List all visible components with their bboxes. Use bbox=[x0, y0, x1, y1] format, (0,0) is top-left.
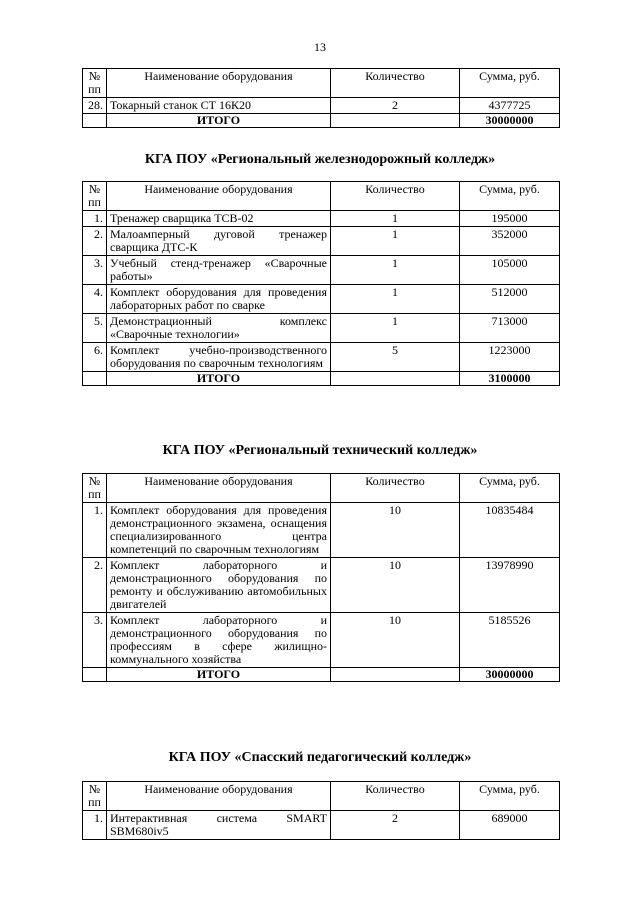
total-sum: 30000000 bbox=[460, 114, 560, 128]
header-qty: Количество bbox=[331, 782, 460, 811]
row-qty: 2 bbox=[331, 811, 460, 840]
table-header-row bbox=[83, 474, 560, 503]
header-num: № пп bbox=[83, 69, 107, 98]
row-qty: 1 bbox=[331, 285, 460, 314]
row-sum: 4377725 bbox=[460, 98, 560, 114]
row-qty: 10 bbox=[331, 503, 460, 558]
header-num: № пп bbox=[83, 474, 107, 503]
row-name: Интерактивная система SMART SBM680iv5 bbox=[107, 811, 331, 840]
row-name: Демонстрационный комплекс «Сварочные технологии» bbox=[107, 314, 331, 343]
total-label: ИТОГО bbox=[107, 114, 331, 128]
row-qty: 1 bbox=[331, 227, 460, 256]
row-num: 6. bbox=[83, 343, 107, 372]
table-row bbox=[83, 98, 560, 114]
table-row bbox=[83, 285, 560, 314]
row-num: 28. bbox=[83, 98, 107, 114]
header-sum: Сумма, руб. bbox=[460, 69, 560, 98]
row-qty: 1 bbox=[331, 256, 460, 285]
table-header-row bbox=[83, 182, 560, 211]
row-num: 4. bbox=[83, 285, 107, 314]
row-qty: 2 bbox=[331, 98, 460, 114]
equipment-table-technical-college bbox=[82, 473, 560, 682]
row-sum: 5185526 bbox=[460, 613, 560, 668]
total-row bbox=[83, 114, 560, 128]
table-row bbox=[83, 613, 560, 668]
header-qty: Количество bbox=[331, 474, 460, 503]
header-qty: Количество bbox=[331, 69, 460, 98]
row-sum: 105000 bbox=[460, 256, 560, 285]
table-row bbox=[83, 256, 560, 285]
table-row bbox=[83, 227, 560, 256]
table-row bbox=[83, 343, 560, 372]
row-num: 3. bbox=[83, 256, 107, 285]
equipment-table-pedagogical-college bbox=[82, 781, 560, 840]
header-num: № пп bbox=[83, 182, 107, 211]
row-sum: 512000 bbox=[460, 285, 560, 314]
table-header-row bbox=[83, 782, 560, 811]
total-label: ИТОГО bbox=[107, 668, 331, 682]
row-num: 2. bbox=[83, 558, 107, 613]
page-number: 13 bbox=[314, 40, 326, 54]
header-name: Наименование оборудования bbox=[107, 474, 331, 503]
header-sum: Сумма, руб. bbox=[460, 182, 560, 211]
section-title-railway-college: КГА ПОУ «Региональный железнодорожный колледж» bbox=[144, 152, 496, 167]
total-sum: 30000000 bbox=[460, 668, 560, 682]
row-sum: 689000 bbox=[460, 811, 560, 840]
row-num: 1. bbox=[83, 211, 107, 227]
row-num: 1. bbox=[83, 503, 107, 558]
row-num: 5. bbox=[83, 314, 107, 343]
row-qty: 5 bbox=[331, 343, 460, 372]
header-num: № пп bbox=[83, 782, 107, 811]
row-name: Тренажер сварщика ТСВ-02 bbox=[107, 211, 331, 227]
row-name: Комплект оборудования для проведения лабораторных работ по сварке bbox=[107, 285, 331, 314]
row-qty: 1 bbox=[331, 211, 460, 227]
table-row bbox=[83, 211, 560, 227]
section-title-pedagogical-college: КГА ПОУ «Спасский педагогический колледж» bbox=[168, 750, 472, 765]
row-num: 2. bbox=[83, 227, 107, 256]
header-sum: Сумма, руб. bbox=[460, 474, 560, 503]
row-name: Комплект лабораторного и демонстрационного оборудования по профессиям в сфере жилищно-коммунального хозяйства bbox=[107, 613, 331, 668]
table-row bbox=[83, 503, 560, 558]
header-name: Наименование оборудования bbox=[107, 182, 331, 211]
row-sum: 713000 bbox=[460, 314, 560, 343]
row-sum: 13978990 bbox=[460, 558, 560, 613]
row-name: Комплект лабораторного и демонстрационного оборудования по ремонту и обслуживанию автомобильных двигателей bbox=[107, 558, 331, 613]
row-name: Токарный станок СТ 16К20 bbox=[107, 98, 331, 114]
row-sum: 352000 bbox=[460, 227, 560, 256]
section-title-technical-college: КГА ПОУ «Региональный технический колледж» bbox=[162, 443, 478, 458]
header-name: Наименование оборудования bbox=[107, 69, 331, 98]
total-row bbox=[83, 668, 560, 682]
row-num: 1. bbox=[83, 811, 107, 840]
row-sum: 1223000 bbox=[460, 343, 560, 372]
equipment-table-continuation bbox=[82, 68, 560, 128]
table-header-row bbox=[83, 69, 560, 98]
row-qty: 1 bbox=[331, 314, 460, 343]
row-qty: 10 bbox=[331, 613, 460, 668]
total-sum: 3100000 bbox=[460, 372, 560, 386]
table-row bbox=[83, 811, 560, 840]
header-sum: Сумма, руб. bbox=[460, 782, 560, 811]
row-sum: 10835484 bbox=[460, 503, 560, 558]
table-row bbox=[83, 314, 560, 343]
row-name: Комплект учебно-производственного оборудования по сварочным технологиям bbox=[107, 343, 331, 372]
table-row bbox=[83, 558, 560, 613]
total-label: ИТОГО bbox=[107, 372, 331, 386]
row-name: Малоамперный дуговой тренажер сварщика ДТС-К bbox=[107, 227, 331, 256]
row-qty: 10 bbox=[331, 558, 460, 613]
row-name: Комплект оборудования для проведения демонстрационного экзамена, оснащения специализированного центра компетенций по сварочным технологиям bbox=[107, 503, 331, 558]
header-qty: Количество bbox=[331, 182, 460, 211]
total-row bbox=[83, 372, 560, 386]
row-sum: 195000 bbox=[460, 211, 560, 227]
equipment-table-railway-college bbox=[82, 181, 560, 386]
row-num: 3. bbox=[83, 613, 107, 668]
row-name: Учебный стенд-тренажер «Сварочные работы» bbox=[107, 256, 331, 285]
header-name: Наименование оборудования bbox=[107, 782, 331, 811]
